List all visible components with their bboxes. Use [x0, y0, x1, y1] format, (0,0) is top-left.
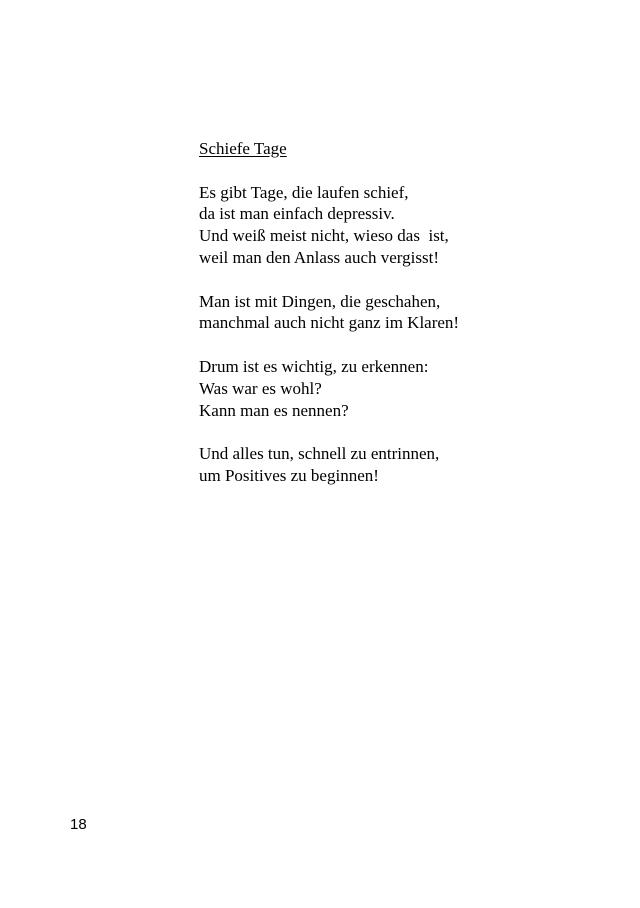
poem-line: da ist man einfach depressiv.: [199, 204, 395, 224]
poem-line: Und alles tun, schnell zu entrinnen,: [199, 444, 440, 464]
page-number: 18: [70, 816, 87, 833]
stanza-1: [199, 182, 559, 269]
poem-line: Kann man es nennen?: [199, 400, 349, 420]
poem-line: manchmal auch nicht ganz im Klaren!: [199, 313, 460, 333]
poem-line: weil man den Anlass auch vergisst!: [199, 247, 440, 267]
stanza-4: [199, 443, 559, 487]
poem-line: Man ist mit Dingen, die geschahen,: [199, 291, 441, 311]
poem-title: Schiefe Tage: [199, 139, 287, 158]
poem-line: Was war es wohl?: [199, 378, 322, 398]
stanza-2: [199, 291, 559, 335]
poem-line: Es gibt Tage, die laufen schief,: [199, 182, 409, 202]
poem-line: um Positives zu beginnen!: [199, 465, 379, 485]
stanza-3: [199, 356, 559, 421]
poem-line: Drum ist es wichtig, zu erkennen:: [199, 356, 429, 376]
poem: [199, 138, 559, 509]
poem-line: Und weiß meist nicht, wieso das ist,: [199, 226, 449, 246]
